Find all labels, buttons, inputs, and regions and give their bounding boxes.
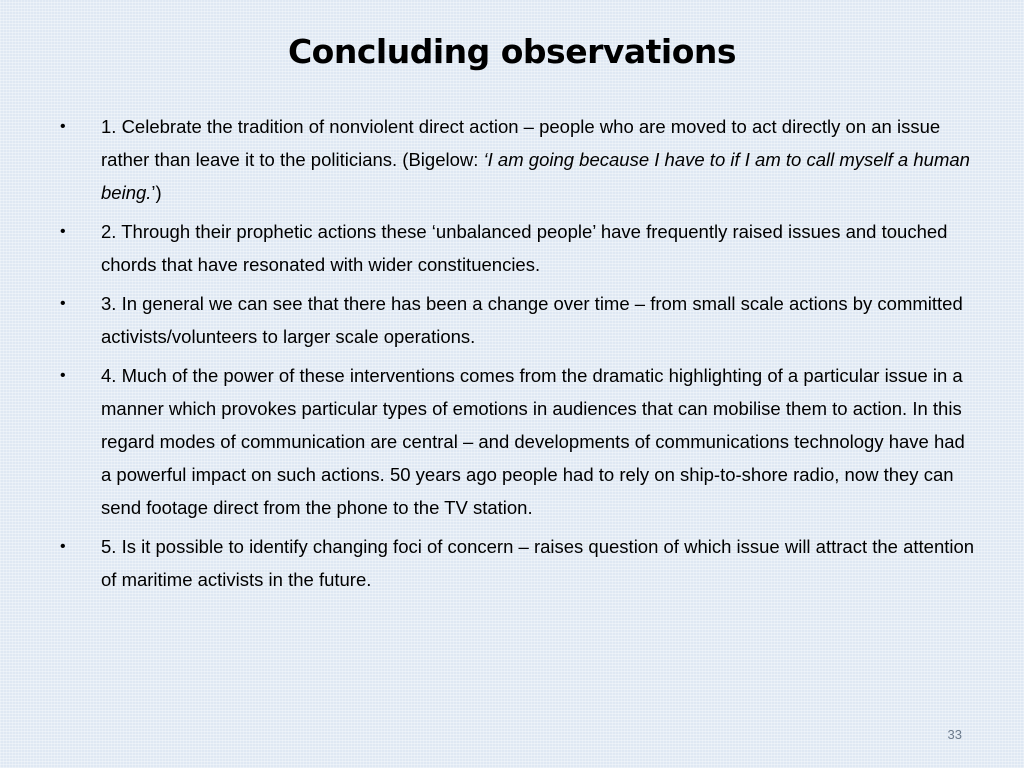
bullet-text: 5. Is it possible to identify changing foci of concern – raises question of which issue will attract the attention of maritime activists in the future. [101,536,975,590]
bullet-text: 3. In general we can see that there has been a change over time – from small scale actions by committed activists/volunteers to larger scale operations. [101,293,963,347]
bullet-icon: • [60,223,66,240]
slide-number: 33 [947,727,962,742]
bullet-icon: • [60,295,66,312]
bullet-item-3 [56,287,976,353]
bullet-text: 4. Much of the power of these interventions comes from the dramatic highlighting of a particular issue in a manner which provokes particular types of emotions in audiences that can mobilise them to action. In this regard modes of communication are central – and developments of communications technology have had a powerful impact on such actions. 50 years ago people had to rely on ship-to-shore radio, now they can send footage direct from the phone to the TV station. [101,365,965,518]
bullet-icon: • [60,367,66,384]
bullet-item-2 [56,215,976,281]
bullet-text: 2. Through their prophetic actions these ‘unbalanced people’ have frequently raised issues and touched chords that have resonated with wider constituencies. [101,221,948,275]
bullet-item-5 [56,530,976,596]
slide-title: Concluding observations [287,32,737,71]
bullet-icon: • [60,538,66,555]
quote-text: ‘I am going because I have to if I am to call myself a human being. [101,149,970,203]
bullet-item-1 [56,110,976,209]
bullet-item-4 [56,359,976,524]
bullet-icon: • [60,118,66,135]
bullet-text: 1. Celebrate the tradition of nonviolent direct action – people who are moved to act directly on an issue rather than leave it to the politicians. (Bigelow: [101,116,941,170]
quote-close: ’) [151,182,162,203]
bullet-list [56,110,976,602]
